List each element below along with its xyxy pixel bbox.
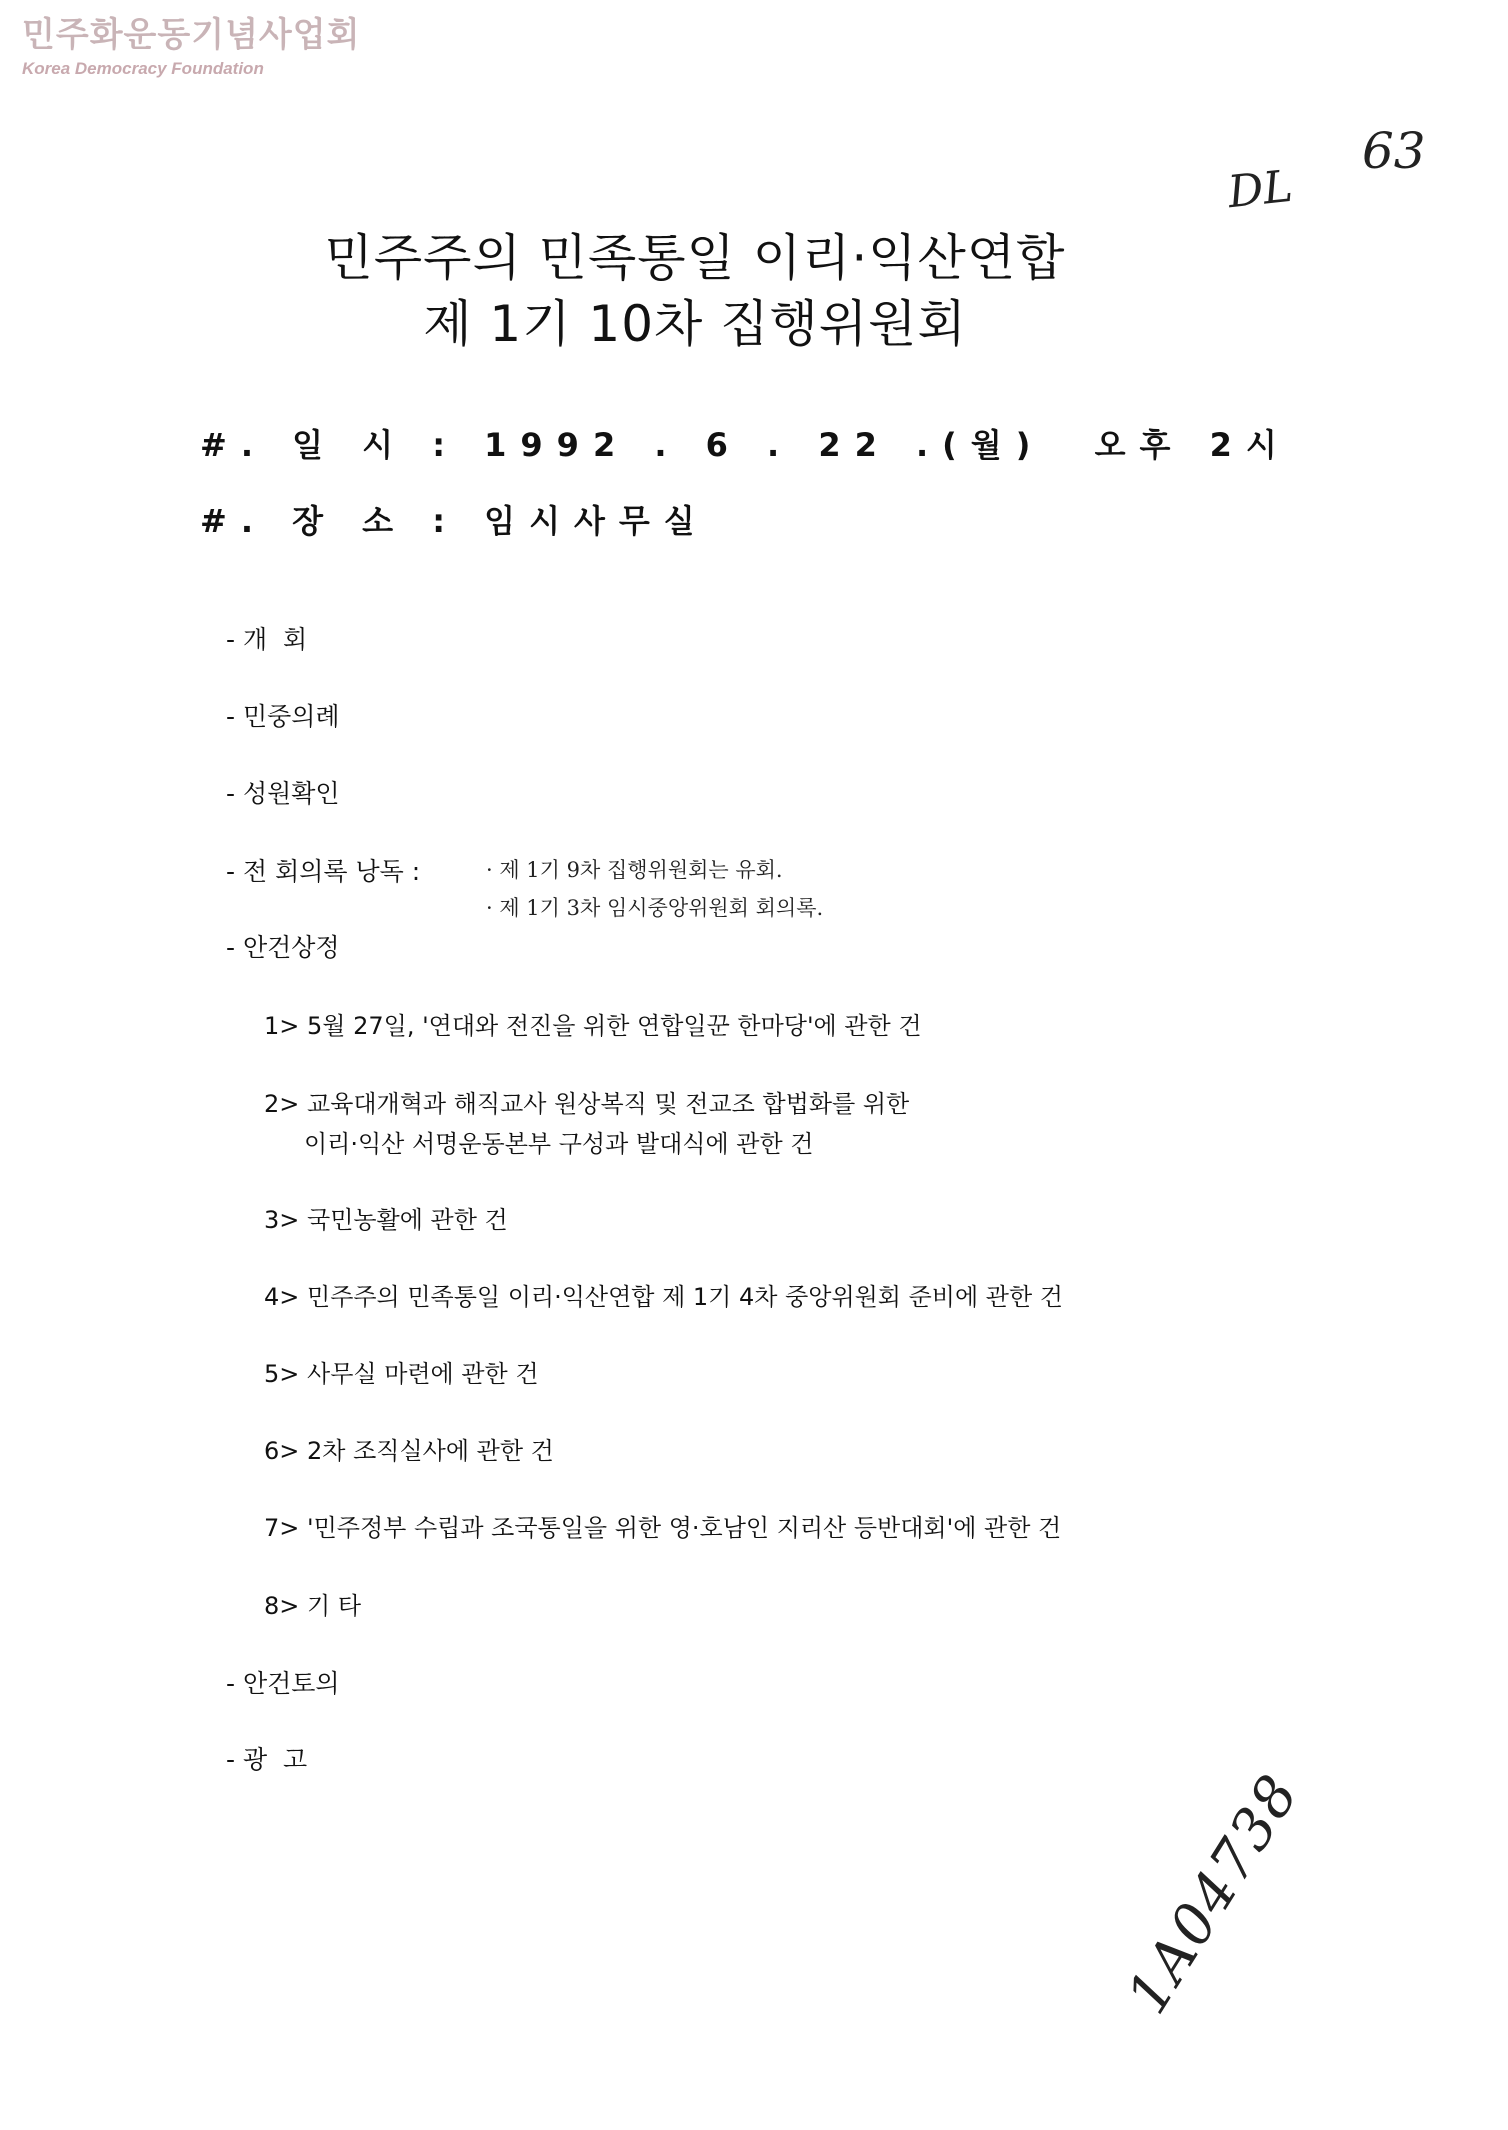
agenda-item: 4> 민주주의 민족통일 이리·익산연합 제 1기 4차 중앙위원회 준비에 관한 건	[264, 1283, 1063, 1311]
meeting-date: #. 일 시 : 1992 . 6 . 22 .(월) 오후 2시	[200, 426, 1291, 464]
agenda-item: 3> 국민농활에 관한 건	[264, 1206, 508, 1234]
handwritten-archive-number: 1A04738	[1114, 1763, 1313, 2025]
agenda-minutes-reading: - 전 회의록 낭독 :	[226, 857, 421, 886]
agenda-attendance: - 성원확인	[226, 779, 340, 808]
agenda-item: 5> 사무실 마련에 관한 건	[264, 1360, 539, 1388]
agenda-item: 7> '민주정부 수립과 조국통일을 위한 영·호남인 지리산 등반대회'에 관한 건	[264, 1514, 1062, 1542]
agenda-item: 8> 기 타	[264, 1592, 362, 1620]
minutes-note: · 제 1기 3차 임시중앙위원회 회의록.	[486, 896, 824, 920]
minutes-note: · 제 1기 9차 집행위원회는 유회.	[486, 858, 783, 882]
watermark-english: Korea Democracy Foundation	[22, 59, 264, 78]
agenda-presentation: - 안건상정	[226, 933, 340, 962]
agenda-discussion: - 안건토의	[226, 1669, 340, 1698]
agenda-item: 6> 2차 조직실사에 관한 건	[264, 1437, 554, 1465]
meeting-place: #. 장 소 : 임시사무실	[200, 502, 709, 540]
agenda-item-continued: 이리·익산 서명운동본부 구성과 발대식에 관한 건	[304, 1130, 814, 1158]
agenda-announcement: - 광 고	[226, 1745, 308, 1774]
agenda-opening: - 개 회	[226, 625, 308, 654]
document-title: 민주주의 민족통일 이리·익산연합	[324, 229, 1066, 287]
watermark-korean: 민주화운동기념사업회	[22, 15, 361, 55]
agenda-ceremony: - 민중의례	[226, 702, 340, 731]
document-subtitle: 제 1기 10차 집행위원회	[423, 295, 967, 353]
agenda-item: 2> 교육대개혁과 해직교사 원상복직 및 전교조 합법화를 위한	[264, 1090, 910, 1118]
handwritten-page-mark: 63	[1362, 122, 1426, 180]
handwritten-note: DL	[1225, 160, 1295, 219]
agenda-item: 1> 5월 27일, '연대와 전진을 위한 연합일꾼 한마당'에 관한 건	[264, 1012, 922, 1040]
foundation-watermark	[22, 15, 361, 78]
